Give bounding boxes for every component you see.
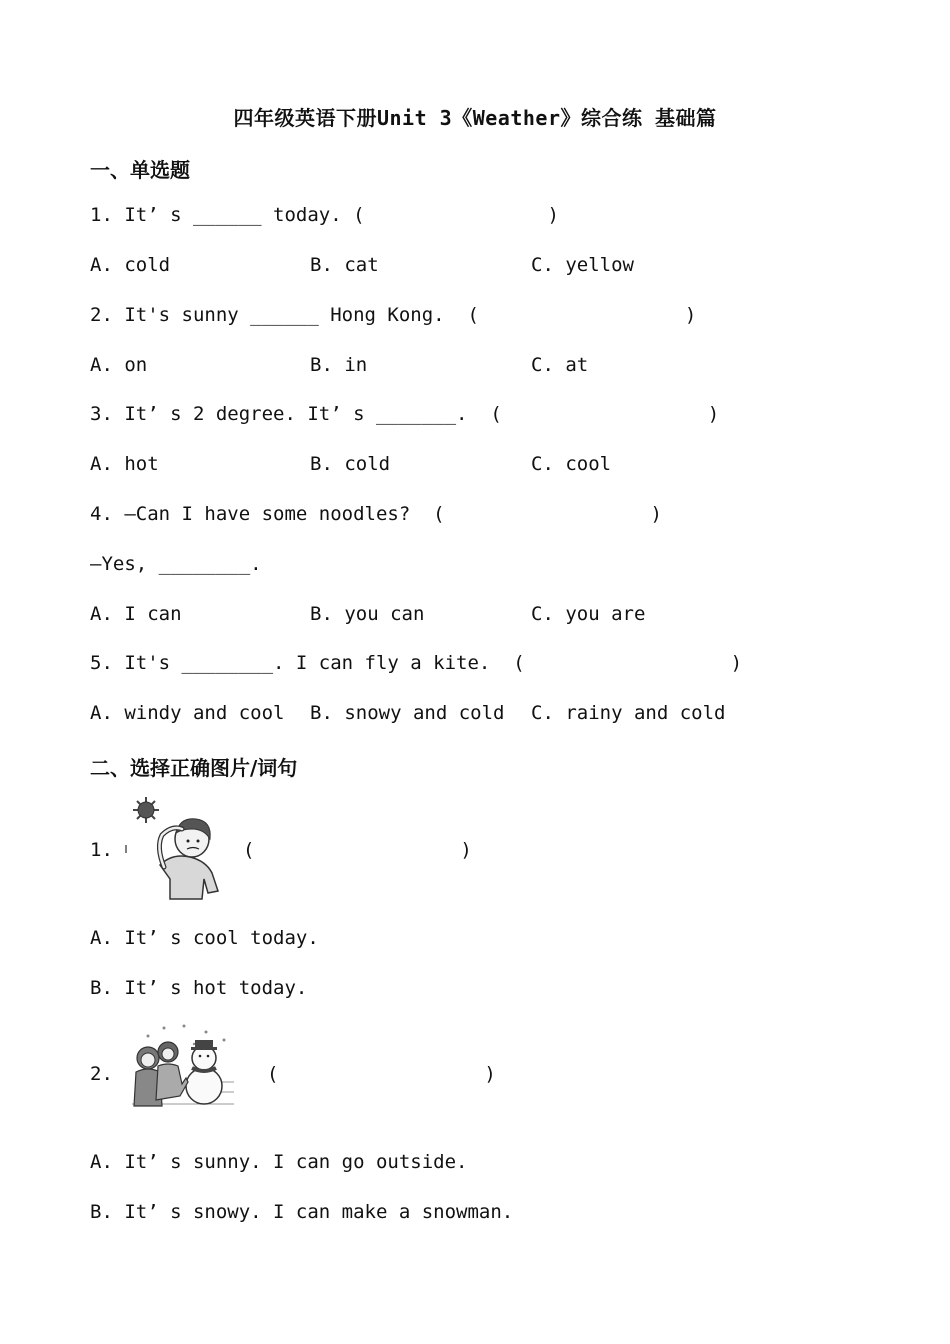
- question-stem-3: 3. It’ s 2 degree. It’ s _______. ( ): [90, 403, 720, 425]
- option-b: B. cat: [310, 254, 379, 276]
- option-a: A. hot: [90, 453, 159, 475]
- option-a: A. windy and cool: [90, 702, 285, 724]
- option-c: C. at: [531, 354, 589, 376]
- answer-paren-1: ( ): [243, 839, 472, 861]
- option-c: C. rainy and cold: [531, 702, 726, 724]
- option-a: A. It’ s sunny. I can go outside.: [90, 1151, 468, 1173]
- option-b: B. snowy and cold: [310, 702, 505, 724]
- question-stem-2: 2. It's sunny ______ Hong Kong. ( ): [90, 304, 697, 326]
- option-a: A. cold: [90, 254, 171, 276]
- option-a: A. I can: [90, 603, 182, 625]
- snowman-children-icon: [124, 1022, 236, 1110]
- option-b: B. cold: [310, 453, 391, 475]
- option-a: A. It’ s cool today.: [90, 927, 319, 949]
- option-b: B. It’ s snowy. I can make a snowman.: [90, 1201, 514, 1223]
- option-c: C. you are: [531, 603, 646, 625]
- option-b: B. in: [310, 354, 368, 376]
- section-heading-1: 一、单选题: [90, 158, 190, 182]
- option-c: C. cool: [531, 453, 612, 475]
- option-c: C. yellow: [531, 254, 634, 276]
- question-stem-4: 4. —Can I have some noodles? ( ): [90, 503, 662, 525]
- answer-paren-2: ( ): [267, 1063, 496, 1085]
- option-b: B. you can: [310, 603, 425, 625]
- hot-sunny-boy-icon: [120, 795, 230, 903]
- picture-question-number-1: 1.: [90, 839, 113, 861]
- question-stem-4-reply: —Yes, ________.: [90, 553, 262, 575]
- page-title: 四年级英语下册Unit 3《Weather》综合练 基础篇: [233, 106, 717, 130]
- picture-question-number-2: 2.: [90, 1063, 113, 1085]
- question-stem-5: 5. It's ________. I can fly a kite. ( ): [90, 652, 743, 674]
- option-b: B. It’ s hot today.: [90, 977, 308, 999]
- option-a: A. on: [90, 354, 148, 376]
- question-stem-1: 1. It’ s ______ today. ( ): [90, 204, 559, 226]
- section-heading-2: 二、选择正确图片/词句: [90, 756, 298, 780]
